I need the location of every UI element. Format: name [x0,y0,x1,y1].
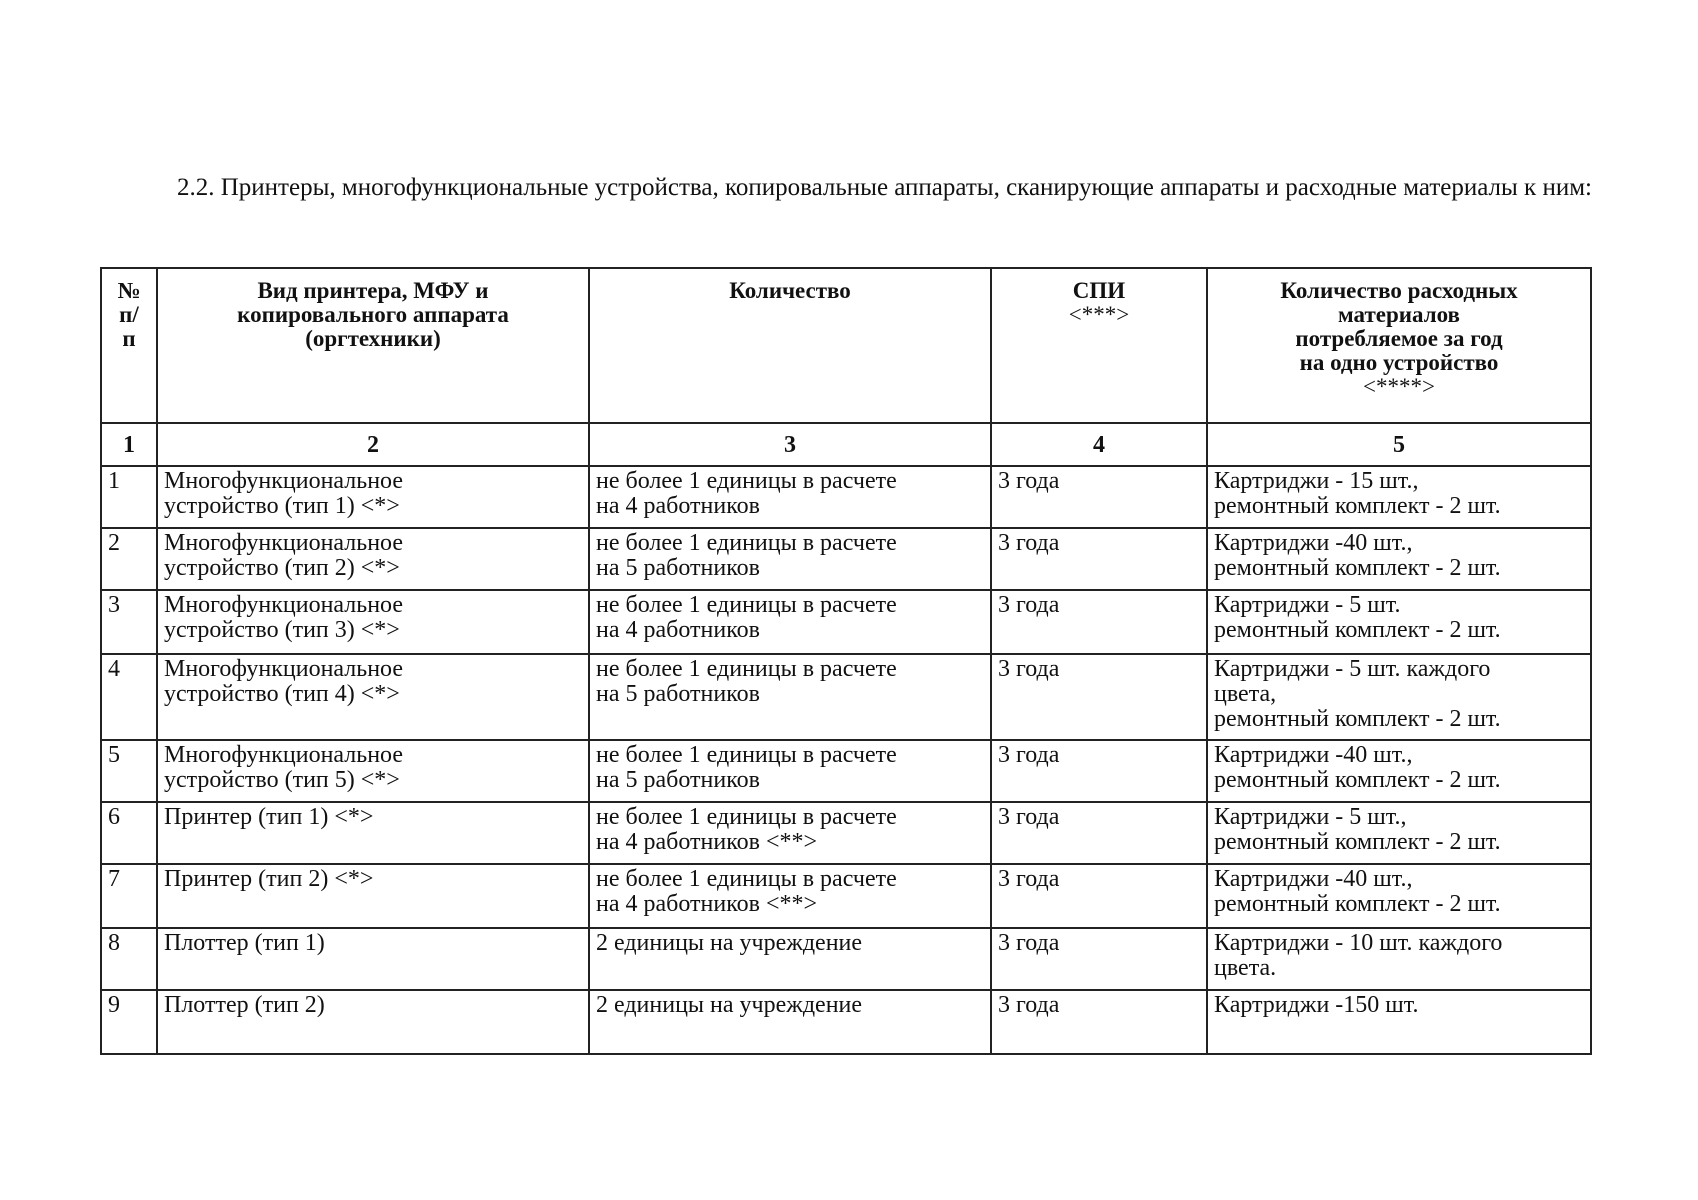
device-quantity: не более 1 единицы в расчете на 4 работников [589,466,991,528]
column-number: 4 [991,423,1207,466]
service-life: 3 года [991,990,1207,1054]
column-number: 3 [589,423,991,466]
section-intro [105,170,1595,206]
device-type: Принтер (тип 1) <*> [157,802,589,864]
table-header-row [101,268,1591,423]
service-life: 3 года [991,590,1207,654]
consumables: Картриджи - 5 шт. каждого цвета, ремонтный комплект - 2 шт. [1207,654,1591,740]
device-quantity: 2 единицы на учреждение [589,928,991,990]
table-row [101,990,1591,1054]
device-type: Плоттер (тип 1) [157,928,589,990]
service-life: 3 года [991,864,1207,928]
column-number: 2 [157,423,589,466]
header-num: № п/ п [101,268,157,423]
device-quantity: не более 1 единицы в расчете на 5 работников [589,654,991,740]
device-type: Многофункциональное устройство (тип 5) <*> [157,740,589,802]
device-type: Плоттер (тип 2) [157,990,589,1054]
row-number: 4 [101,654,157,740]
row-number: 6 [101,802,157,864]
table-row [101,528,1591,590]
service-life: 3 года [991,466,1207,528]
device-type: Многофункциональное устройство (тип 3) <*> [157,590,589,654]
column-number: 5 [1207,423,1591,466]
device-type: Принтер (тип 2) <*> [157,864,589,928]
row-number: 2 [101,528,157,590]
column-number-row [101,423,1591,466]
table-row [101,590,1591,654]
table-row [101,466,1591,528]
table-row [101,928,1591,990]
service-life: 3 года [991,928,1207,990]
consumables: Картриджи -40 шт., ремонтный комплект - 2 шт. [1207,864,1591,928]
header-consumables: Количество расходных материалов потребляемое за год на одно устройство <****> [1207,268,1591,423]
row-number: 8 [101,928,157,990]
device-quantity: не более 1 единицы в расчете на 5 работников [589,740,991,802]
table-row [101,654,1591,740]
device-quantity: не более 1 единицы в расчете на 4 работников [589,590,991,654]
equipment-table [100,267,1592,1055]
header-qty: Количество [589,268,991,423]
column-number: 1 [101,423,157,466]
consumables: Картриджи - 10 шт. каждого цвета. [1207,928,1591,990]
row-number: 1 [101,466,157,528]
intro-text: 2.2. Принтеры, многофункциональные устройства, копировальные аппараты, сканирующие аппараты и расходные материалы к ним: [177,174,1592,201]
service-life: 3 года [991,740,1207,802]
header-type: Вид принтера, МФУ и копировального аппарата (оргтехники) [157,268,589,423]
header-spi: СПИ <***> [991,268,1207,423]
row-number: 3 [101,590,157,654]
service-life: 3 года [991,528,1207,590]
consumables: Картриджи - 5 шт. ремонтный комплект - 2 шт. [1207,590,1591,654]
device-quantity: 2 единицы на учреждение [589,990,991,1054]
row-number: 7 [101,864,157,928]
table-row [101,740,1591,802]
service-life: 3 года [991,802,1207,864]
table-row [101,802,1591,864]
consumables: Картриджи -150 шт. [1207,990,1591,1054]
row-number: 9 [101,990,157,1054]
device-type: Многофункциональное устройство (тип 4) <*> [157,654,589,740]
table-row [101,864,1591,928]
device-quantity: не более 1 единицы в расчете на 4 работников <**> [589,802,991,864]
consumables: Картриджи -40 шт., ремонтный комплект - 2 шт. [1207,528,1591,590]
device-quantity: не более 1 единицы в расчете на 5 работников [589,528,991,590]
consumables: Картриджи -40 шт., ремонтный комплект - 2 шт. [1207,740,1591,802]
device-quantity: не более 1 единицы в расчете на 4 работников <**> [589,864,991,928]
row-number: 5 [101,740,157,802]
consumables: Картриджи - 5 шт., ремонтный комплект - 2 шт. [1207,802,1591,864]
consumables: Картриджи - 15 шт., ремонтный комплект - 2 шт. [1207,466,1591,528]
device-type: Многофункциональное устройство (тип 1) <*> [157,466,589,528]
device-type: Многофункциональное устройство (тип 2) <*> [157,528,589,590]
service-life: 3 года [991,654,1207,740]
